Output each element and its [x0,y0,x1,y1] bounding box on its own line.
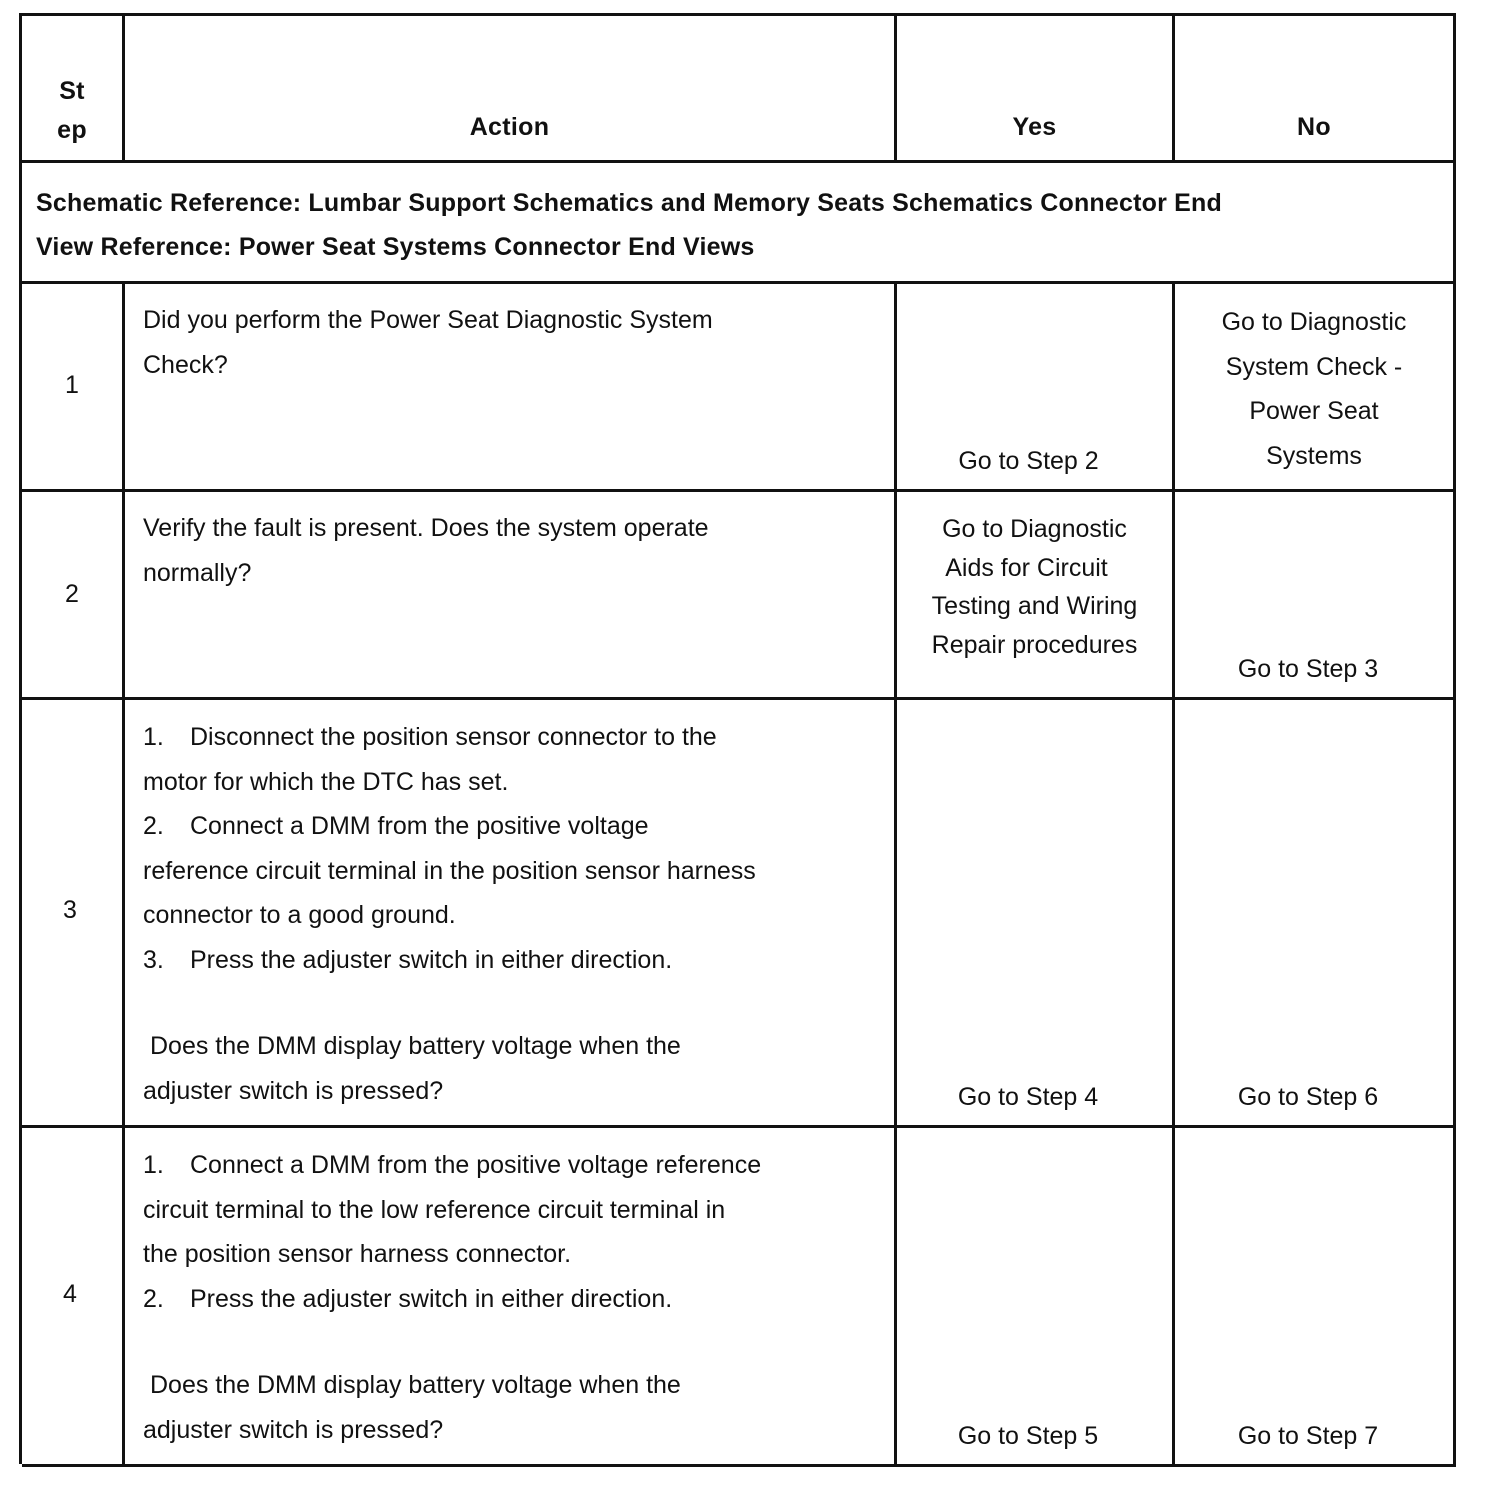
list-item-number: 1. [143,1151,164,1179]
action-text [143,298,843,387]
yes-cell [897,492,1175,697]
list-item-continued: the position sensor harness connector. [143,1240,572,1268]
header-action: Action [469,113,550,141]
list-item [143,938,843,983]
reference-cell [22,163,1456,281]
step-number: 3 [63,896,77,924]
question-line: Does the DMM display battery voltage when the [150,1371,681,1399]
no-result-line: Go to Diagnostic [1221,308,1407,336]
connector-reference: View Reference: Power Seat Systems Connector End Views [36,233,755,261]
step-cell [22,284,125,489]
list-item-text: Connect a DMM from the positive voltage [190,812,649,840]
list-item-continued: motor for which the DTC has set. [143,767,509,796]
spacer [143,1321,843,1363]
list-item-number: 2. [143,812,164,840]
header-action-cell [125,16,897,160]
header-row [22,16,1456,163]
yes-result-line: Aids for Circuit [945,553,1108,582]
action-line: Did you perform the Power Seat Diagnostic System [143,306,713,334]
yes-cell [897,284,1175,489]
header-yes: Yes [1012,113,1057,141]
action-cell [125,284,897,489]
no-result-line: Power Seat [1249,397,1379,425]
yes-result-line: Testing and Wiring [931,592,1138,620]
header-step-line1: St [59,77,85,105]
action-line: normally? [143,558,252,587]
action-text [143,1143,843,1452]
reference-row [22,163,1456,284]
step-number: 1 [65,371,79,399]
no-cell [1175,492,1456,697]
action-cell [125,1128,897,1464]
list-item-number: 2. [143,1284,164,1313]
step-cell [22,492,125,697]
list-item [143,1143,843,1188]
table-row [22,492,1456,700]
action-cell [125,492,897,697]
header-step [22,72,122,150]
list-item [143,1277,843,1322]
schematic-reference: Schematic Reference: Lumbar Support Schematics and Memory Seats Schematics Connector End [36,189,1222,217]
list-item-text: Disconnect the position sensor connector to the [190,723,717,751]
no-cell [1175,700,1456,1125]
table-row [22,1128,1456,1467]
action-line: Check? [143,350,228,379]
header-step-cell [22,16,125,160]
no-result: Go to Step 7 [1237,1422,1379,1450]
action-text [143,715,843,1113]
reference-text [36,181,1222,269]
yes-cell [897,700,1175,1125]
table-row [22,284,1456,492]
yes-result-line: Go to Diagnostic [942,515,1127,543]
list-item [143,715,843,760]
header-no-cell [1175,16,1456,160]
diagnostic-table [19,13,1456,1464]
step-cell [22,700,125,1125]
yes-result-line: Repair procedures [931,630,1138,659]
list-item-continued: connector to a good ground. [143,901,456,929]
question-line: adjuster switch is pressed? [143,1076,444,1105]
yes-result [897,510,1172,664]
list-item-text: Press the adjuster switch in either direction. [190,1284,673,1313]
step-cell [22,1128,125,1464]
list-item [143,804,843,849]
step-number: 2 [65,580,79,608]
list-item-text: Press the adjuster switch in either direction. [190,945,673,974]
yes-result: Go to Step 2 [958,447,1099,475]
header-step-line2: ep [57,116,87,144]
action-cell [125,700,897,1125]
yes-result: Go to Step 4 [957,1083,1099,1111]
list-item-continued: circuit terminal to the low reference circuit terminal in [143,1195,726,1224]
yes-result: Go to Step 5 [957,1422,1099,1450]
spacer [143,982,843,1024]
action-text [143,506,843,595]
question-line: adjuster switch is pressed? [143,1415,444,1444]
list-item-continued: reference circuit terminal in the position sensor harness [143,856,756,885]
question-line: Does the DMM display battery voltage when the [150,1032,681,1060]
table-row [22,700,1456,1128]
yes-cell [897,1128,1175,1464]
header-no: No [1297,113,1331,141]
header-yes-cell [897,16,1175,160]
no-cell [1175,1128,1456,1464]
no-result-line: System Check - [1225,352,1403,381]
no-result-line: Systems [1266,441,1362,470]
action-line: Verify the fault is present. Does the system operate [143,514,709,542]
no-result: Go to Step 3 [1237,655,1379,683]
step-number: 4 [63,1280,77,1308]
no-result: Go to Step 6 [1237,1083,1379,1111]
list-item-text: Connect a DMM from the positive voltage reference [190,1151,762,1179]
list-item-number: 1. [143,723,164,751]
no-cell [1175,284,1456,489]
list-item-number: 3. [143,945,164,974]
no-result [1175,300,1453,478]
